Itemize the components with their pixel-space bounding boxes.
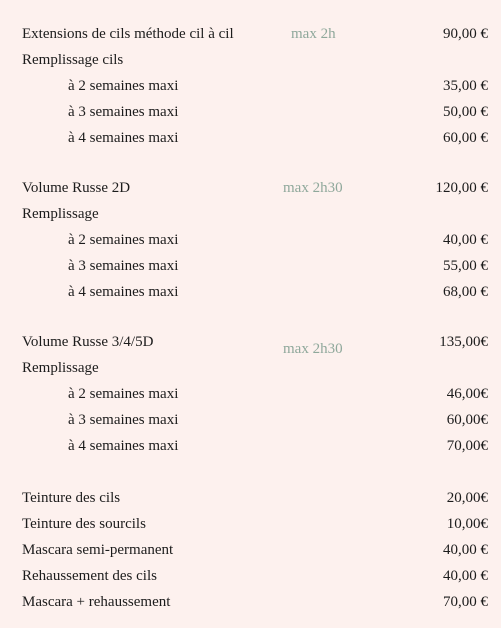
extra-row <box>0 591 501 617</box>
refill-row <box>0 75 501 101</box>
refill-price: 60,00€ <box>446 412 488 428</box>
extra-price: 10,00€ <box>446 516 488 532</box>
extra-label: Mascara semi-permanent <box>22 542 174 558</box>
service-title: Extensions de cils méthode cil à cil <box>22 26 234 42</box>
extra-label: Rehaussement des cils <box>22 568 157 584</box>
extra-price: 70,00 € <box>443 594 488 610</box>
refill-heading: Remplissage <box>22 360 99 376</box>
extra-label: Mascara + rehaussement <box>22 594 171 610</box>
extra-price: 20,00€ <box>446 490 488 506</box>
refill-row <box>0 229 501 255</box>
extra-row <box>0 487 501 513</box>
refill-row <box>0 281 501 307</box>
refill-row <box>0 255 501 281</box>
refill-label: à 4 semaines maxi <box>68 438 179 454</box>
extra-label: Teinture des cils <box>22 490 121 506</box>
extra-price: 40,00 € <box>443 568 488 584</box>
extra-price: 40,00 € <box>443 542 488 558</box>
refill-label: à 3 semaines maxi <box>68 258 179 274</box>
refill-label: à 2 semaines maxi <box>68 386 179 402</box>
refill-label: à 4 semaines maxi <box>68 284 179 300</box>
refill-row <box>0 101 501 127</box>
refill-price: 55,00 € <box>443 258 488 274</box>
extra-row <box>0 539 501 565</box>
extra-row <box>0 565 501 591</box>
refill-price: 50,00 € <box>443 104 488 120</box>
service-duration: max 2h30 <box>283 341 343 357</box>
refill-price: 68,00 € <box>443 284 488 300</box>
refill-heading: Remplissage <box>22 206 99 222</box>
service-duration: max 2h <box>291 26 336 42</box>
refill-row <box>0 409 501 435</box>
service-price: 90,00 € <box>443 26 488 42</box>
service-title: Volume Russe 2D <box>22 180 131 196</box>
refill-heading-row <box>0 357 501 383</box>
extra-label: Teinture des sourcils <box>22 516 146 532</box>
refill-label: à 2 semaines maxi <box>68 232 179 248</box>
refill-row <box>0 127 501 153</box>
refill-price: 60,00 € <box>443 130 488 146</box>
refill-label: à 2 semaines maxi <box>68 78 179 94</box>
service-duration: max 2h30 <box>283 180 343 196</box>
refill-label: à 3 semaines maxi <box>68 104 179 120</box>
refill-label: à 3 semaines maxi <box>68 412 179 428</box>
refill-heading: Remplissage cils <box>22 52 124 68</box>
service-title: Volume Russe 3/4/5D <box>22 334 154 350</box>
refill-price: 40,00 € <box>443 232 488 248</box>
refill-row <box>0 383 501 409</box>
service-row <box>0 177 501 203</box>
refill-heading-row <box>0 203 501 229</box>
service-price: 135,00€ <box>439 334 488 350</box>
extra-row <box>0 513 501 539</box>
service-row <box>0 331 501 357</box>
refill-label: à 4 semaines maxi <box>68 130 179 146</box>
refill-price: 70,00€ <box>446 438 488 454</box>
service-row <box>0 23 501 49</box>
refill-price: 46,00€ <box>446 386 488 402</box>
service-price: 120,00 € <box>435 180 488 196</box>
refill-row <box>0 435 501 461</box>
refill-heading-row <box>0 49 501 75</box>
refill-price: 35,00 € <box>443 78 488 94</box>
